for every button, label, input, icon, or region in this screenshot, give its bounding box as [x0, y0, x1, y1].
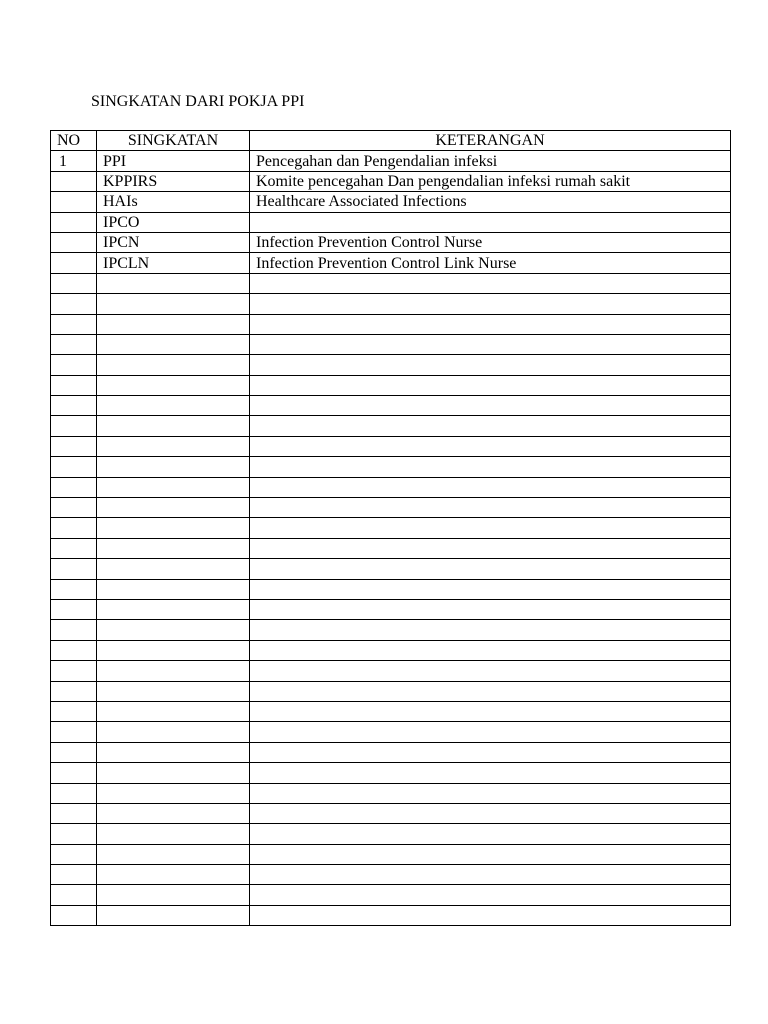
table-row: [51, 273, 731, 293]
cell-keterangan: [250, 477, 731, 497]
cell-singkatan: [97, 763, 250, 783]
cell-keterangan: [250, 599, 731, 619]
cell-keterangan: [250, 865, 731, 885]
cell-no: [51, 396, 97, 416]
cell-keterangan: [250, 803, 731, 823]
table-row: [51, 232, 731, 252]
cell-no: [51, 457, 97, 477]
cell-singkatan: [97, 294, 250, 314]
cell-singkatan: [97, 273, 250, 293]
cell-singkatan: [97, 742, 250, 762]
cell-keterangan: [250, 375, 731, 395]
cell-no: [51, 253, 97, 273]
cell-singkatan: [97, 803, 250, 823]
cell-keterangan: [250, 722, 731, 742]
table-row: [51, 436, 731, 456]
cell-no: [51, 314, 97, 334]
table-row: [51, 722, 731, 742]
cell-no: [51, 661, 97, 681]
cell-no: [51, 294, 97, 314]
table-row: [51, 212, 731, 232]
cell-singkatan: [97, 661, 250, 681]
table-row: [51, 620, 731, 640]
cell-no: [51, 212, 97, 232]
cell-singkatan: [97, 579, 250, 599]
table-row: [51, 579, 731, 599]
cell-no: [51, 436, 97, 456]
cell-singkatan: [97, 885, 250, 905]
cell-keterangan: [250, 212, 731, 232]
table-row: [51, 192, 731, 212]
cell-keterangan: [250, 314, 731, 334]
cell-singkatan: [97, 457, 250, 477]
cell-singkatan: [97, 375, 250, 395]
table-row: [51, 783, 731, 803]
table-row: [51, 294, 731, 314]
cell-keterangan: [250, 844, 731, 864]
cell-singkatan: [97, 314, 250, 334]
cell-no: [51, 865, 97, 885]
cell-keterangan: [250, 783, 731, 803]
table-row: [51, 396, 731, 416]
abbreviation-table: [50, 130, 731, 926]
cell-singkatan: [97, 722, 250, 742]
cell-no: [51, 171, 97, 191]
table-row: [51, 538, 731, 558]
cell-no: [51, 681, 97, 701]
cell-singkatan: [97, 355, 250, 375]
table-row: [51, 865, 731, 885]
cell-keterangan: [250, 620, 731, 640]
cell-keterangan: [250, 905, 731, 925]
cell-keterangan: [250, 436, 731, 456]
cell-no: [51, 334, 97, 354]
cell-singkatan: [97, 681, 250, 701]
cell-singkatan: [97, 498, 250, 518]
table-row: [51, 885, 731, 905]
cell-keterangan: [250, 661, 731, 681]
cell-no: [51, 742, 97, 762]
cell-keterangan: [250, 355, 731, 375]
cell-no: [51, 824, 97, 844]
cell-keterangan: [250, 518, 731, 538]
cell-keterangan: [250, 294, 731, 314]
cell-keterangan: [250, 559, 731, 579]
cell-singkatan: IPCLN: [97, 253, 250, 273]
cell-singkatan: [97, 640, 250, 660]
cell-no: [51, 192, 97, 212]
cell-keterangan: [250, 273, 731, 293]
document-title: SINGKATAN DARI POKJA PPI: [91, 93, 305, 110]
cell-singkatan: PPI: [97, 151, 250, 171]
cell-singkatan: [97, 436, 250, 456]
cell-no: [51, 579, 97, 599]
table-row: [51, 416, 731, 436]
cell-keterangan: Infection Prevention Control Link Nurse: [250, 253, 731, 273]
table-row: [51, 599, 731, 619]
cell-singkatan: [97, 824, 250, 844]
cell-keterangan: [250, 742, 731, 762]
table-header-row: [51, 131, 731, 151]
cell-keterangan: [250, 457, 731, 477]
cell-no: 1: [51, 151, 97, 171]
cell-keterangan: [250, 416, 731, 436]
cell-keterangan: [250, 334, 731, 354]
cell-no: [51, 783, 97, 803]
table-row: [51, 905, 731, 925]
cell-singkatan: [97, 538, 250, 558]
table-row: [51, 498, 731, 518]
table-row: [51, 681, 731, 701]
cell-singkatan: [97, 518, 250, 538]
table-row: [51, 844, 731, 864]
cell-keterangan: [250, 396, 731, 416]
cell-no: [51, 701, 97, 721]
cell-singkatan: [97, 559, 250, 579]
cell-keterangan: [250, 538, 731, 558]
cell-no: [51, 905, 97, 925]
cell-keterangan: [250, 701, 731, 721]
table-row: [51, 253, 731, 273]
cell-no: [51, 640, 97, 660]
cell-no: [51, 416, 97, 436]
cell-keterangan: [250, 579, 731, 599]
cell-no: [51, 232, 97, 252]
cell-singkatan: IPCO: [97, 212, 250, 232]
table-body: [51, 151, 731, 926]
cell-no: [51, 375, 97, 395]
table-row: [51, 375, 731, 395]
cell-no: [51, 273, 97, 293]
cell-no: [51, 844, 97, 864]
cell-singkatan: [97, 844, 250, 864]
cell-keterangan: [250, 824, 731, 844]
cell-singkatan: [97, 599, 250, 619]
cell-singkatan: [97, 783, 250, 803]
cell-singkatan: KPPIRS: [97, 171, 250, 191]
cell-singkatan: HAIs: [97, 192, 250, 212]
cell-singkatan: [97, 416, 250, 436]
cell-no: [51, 355, 97, 375]
cell-keterangan: [250, 640, 731, 660]
table-row: [51, 171, 731, 191]
cell-no: [51, 538, 97, 558]
table-row: [51, 742, 731, 762]
cell-singkatan: [97, 334, 250, 354]
table-row: [51, 334, 731, 354]
cell-no: [51, 885, 97, 905]
cell-no: [51, 518, 97, 538]
header-singkatan: SINGKATAN: [97, 131, 250, 151]
table-row: [51, 518, 731, 538]
header-no: NO: [51, 131, 97, 151]
cell-no: [51, 599, 97, 619]
cell-no: [51, 722, 97, 742]
cell-singkatan: [97, 396, 250, 416]
table-row: [51, 457, 731, 477]
cell-no: [51, 803, 97, 823]
table-row: [51, 763, 731, 783]
cell-singkatan: [97, 477, 250, 497]
table-row: [51, 477, 731, 497]
table-row: [51, 151, 731, 171]
cell-no: [51, 559, 97, 579]
cell-keterangan: Infection Prevention Control Nurse: [250, 232, 731, 252]
table-row: [51, 314, 731, 334]
cell-keterangan: Komite pencegahan Dan pengendalian infeksi rumah sakit: [250, 171, 731, 191]
cell-keterangan: [250, 498, 731, 518]
cell-keterangan: Healthcare Associated Infections: [250, 192, 731, 212]
cell-singkatan: [97, 865, 250, 885]
cell-no: [51, 498, 97, 518]
cell-keterangan: [250, 681, 731, 701]
cell-no: [51, 477, 97, 497]
cell-keterangan: Pencegahan dan Pengendalian infeksi: [250, 151, 731, 171]
table-row: [51, 640, 731, 660]
table-row: [51, 661, 731, 681]
table-row: [51, 701, 731, 721]
header-keterangan: KETERANGAN: [250, 131, 731, 151]
cell-singkatan: [97, 701, 250, 721]
cell-singkatan: [97, 620, 250, 640]
cell-singkatan: [97, 905, 250, 925]
table-row: [51, 803, 731, 823]
table-row: [51, 355, 731, 375]
table-row: [51, 559, 731, 579]
table-row: [51, 824, 731, 844]
cell-singkatan: IPCN: [97, 232, 250, 252]
cell-keterangan: [250, 885, 731, 905]
cell-keterangan: [250, 763, 731, 783]
cell-no: [51, 620, 97, 640]
cell-no: [51, 763, 97, 783]
